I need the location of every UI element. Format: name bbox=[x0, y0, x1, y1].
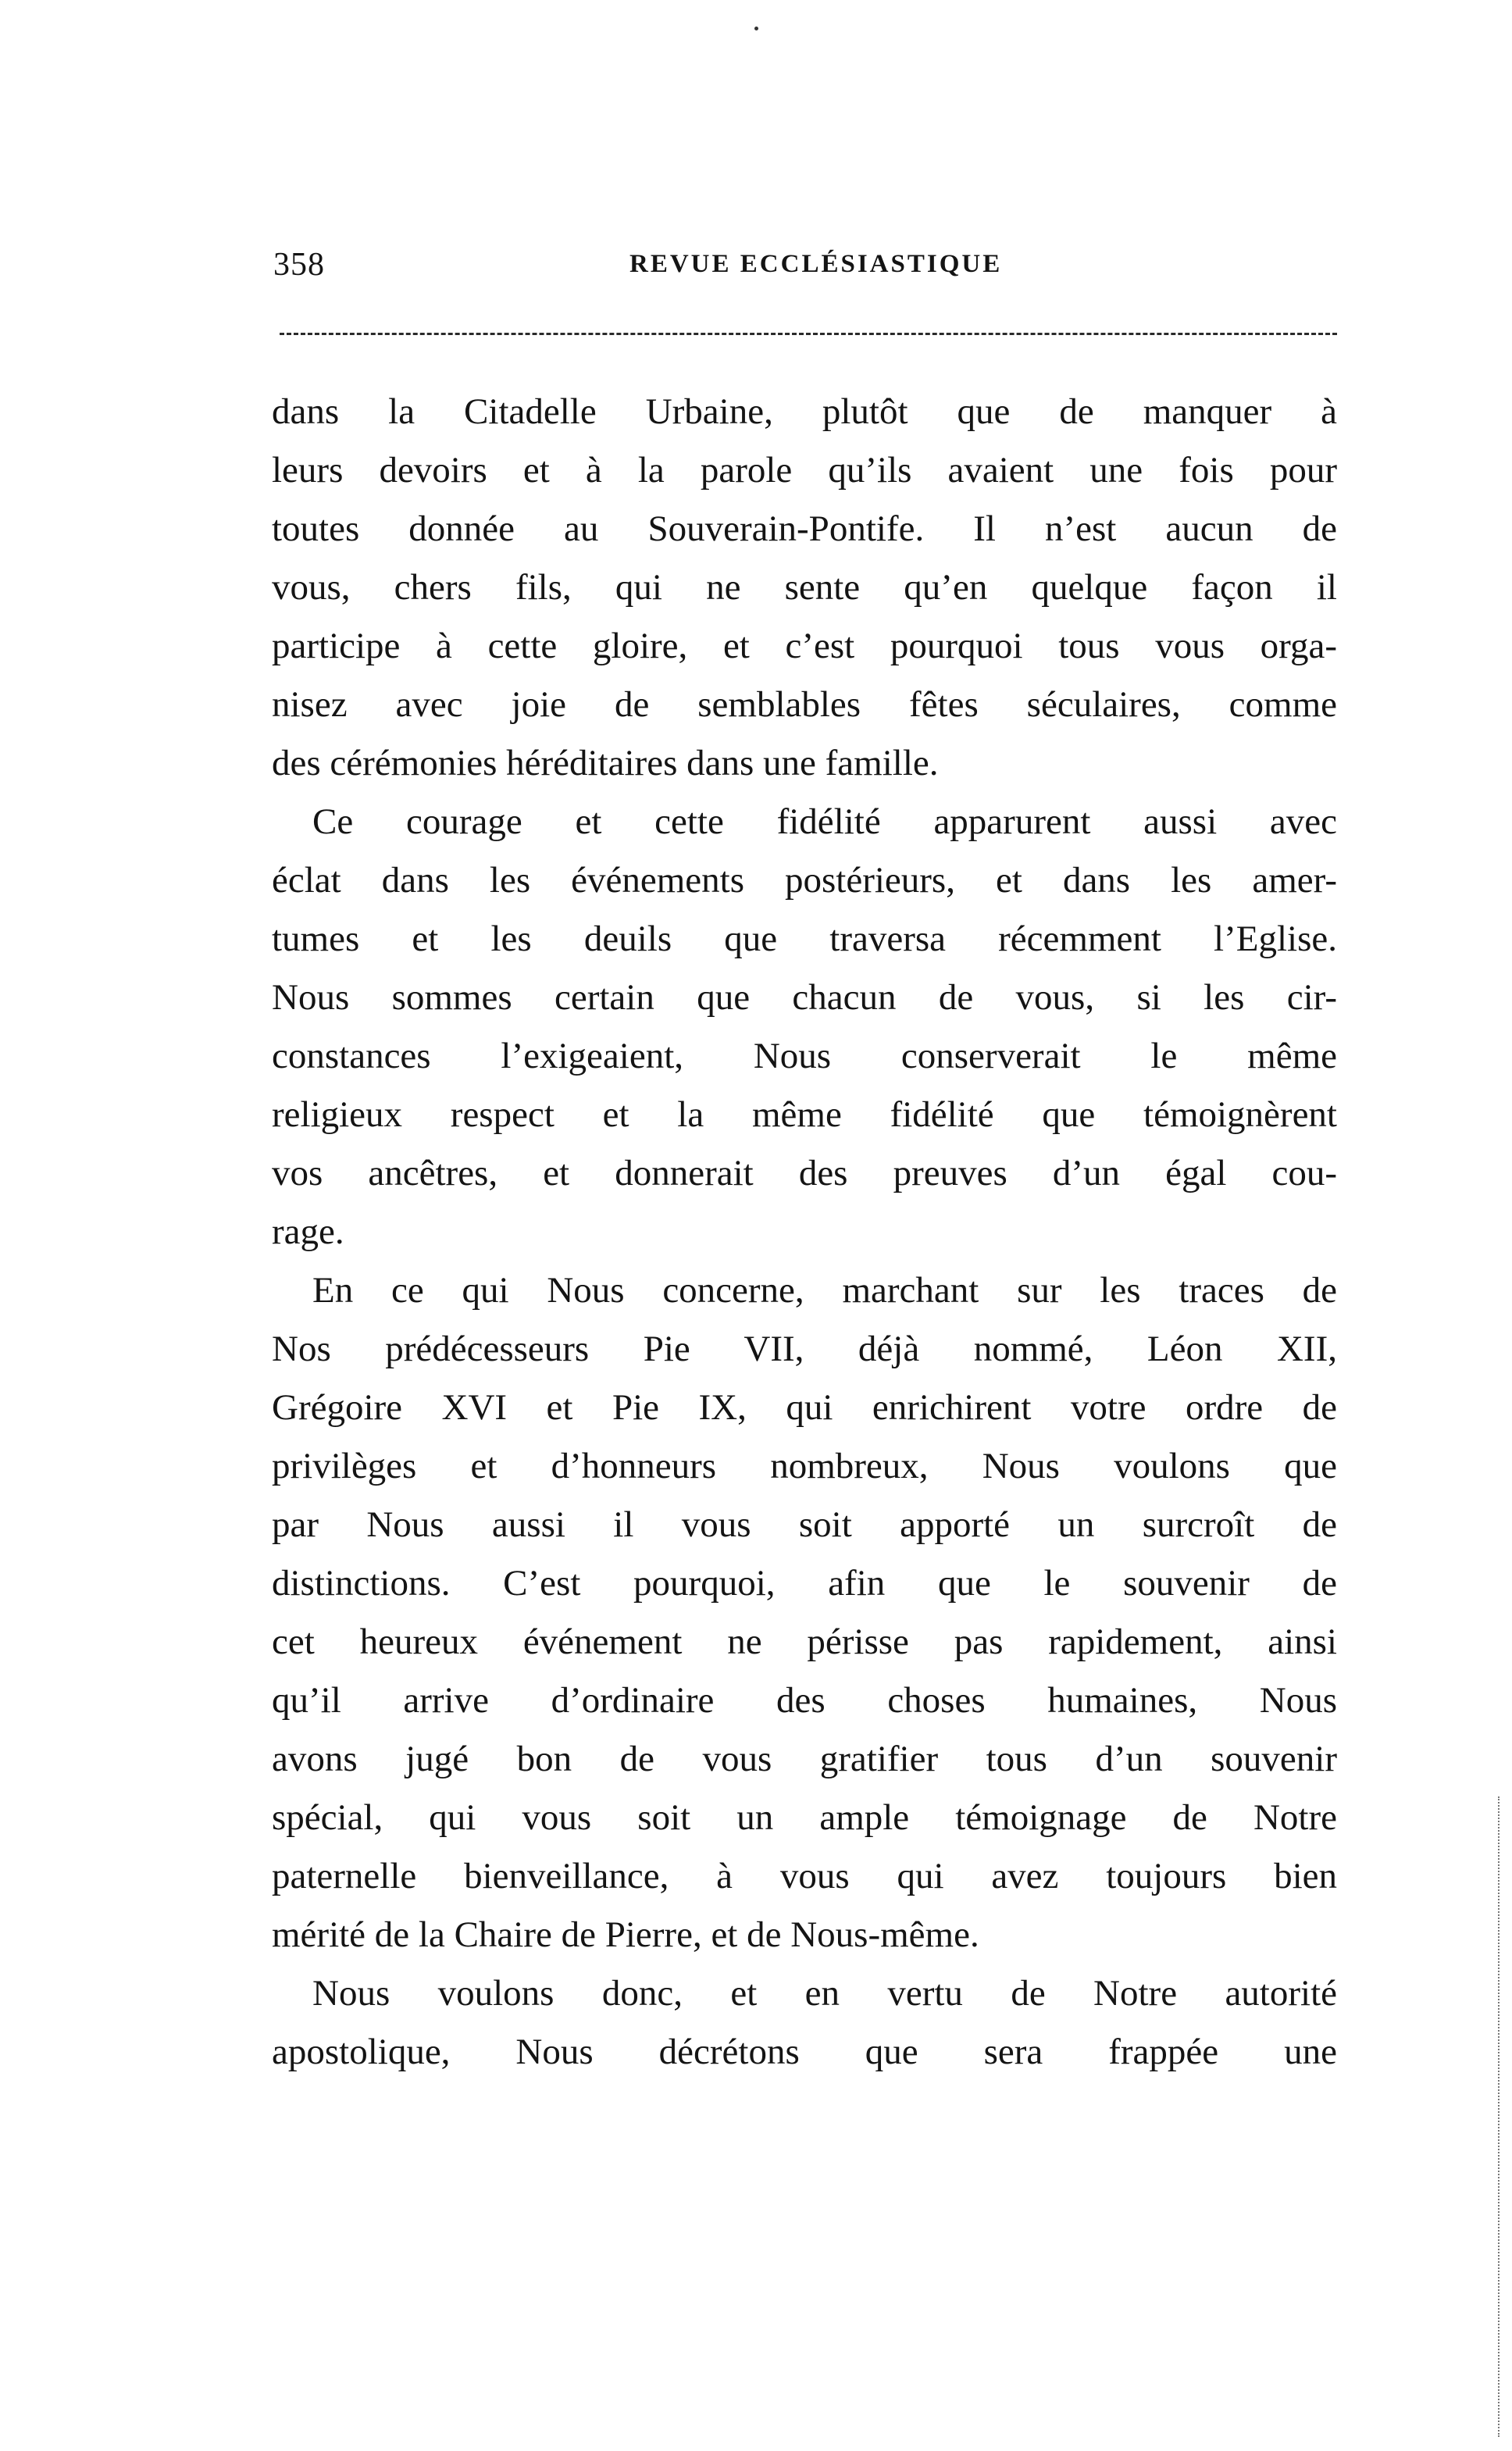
text-line: tumes et les deuils que traversa récemment l’Eglise. bbox=[272, 919, 1337, 959]
text-line: toutes donnée au Souverain-Pontife. Il n’est aucun de bbox=[272, 508, 1337, 549]
paragraph-start-line: Ce courage et cette fidélité apparurent aussi avec bbox=[312, 801, 1337, 842]
text-line: privilèges et d’honneurs nombreux, Nous voulons que bbox=[272, 1446, 1337, 1486]
running-title: REVUE ECCLÉSIASTIQUE bbox=[629, 250, 1003, 278]
running-head bbox=[273, 246, 1343, 293]
text-line: Nous sommes certain que chacun de vous, si les cir- bbox=[272, 977, 1337, 1018]
text-line: distinctions. C’est pourquoi, afin que le souvenir de bbox=[272, 1563, 1337, 1604]
paragraph-start-line: En ce qui Nous concerne, marchant sur les traces de bbox=[312, 1270, 1337, 1311]
text-line: mérité de la Chaire de Pierre, et de Nous-même. bbox=[272, 1914, 979, 1955]
text-line: dans la Citadelle Urbaine, plutôt que de manquer à bbox=[272, 391, 1337, 432]
body-text bbox=[272, 383, 1337, 2082]
text-line: par Nous aussi il vous soit apporté un surcroît de bbox=[272, 1504, 1337, 1545]
text-line: avons jugé bon de vous gratifier tous d’un souvenir bbox=[272, 1739, 1337, 1779]
text-line: cet heureux événement ne périsse pas rapidement, ainsi bbox=[272, 1622, 1337, 1662]
text-line: Grégoire XVI et Pie IX, qui enrichirent votre ordre de bbox=[272, 1387, 1337, 1428]
paragraph-start-line: Nous voulons donc, et en vertu de Notre autorité bbox=[312, 1973, 1337, 2014]
text-line: Nos prédécesseurs Pie VII, déjà nommé, Léon XII, bbox=[272, 1329, 1337, 1369]
text-line: qu’il arrive d’ordinaire des choses humaines, Nous bbox=[272, 1680, 1337, 1721]
header-rule bbox=[280, 333, 1337, 335]
page-number: 358 bbox=[273, 247, 325, 283]
text-line: nisez avec joie de semblables fêtes séculaires, comme bbox=[272, 684, 1337, 725]
text-line: vous, chers fils, qui ne sente qu’en quelque façon il bbox=[272, 567, 1337, 608]
ink-speck bbox=[754, 27, 758, 30]
text-line: éclat dans les événements postérieurs, et dans les amer- bbox=[272, 860, 1337, 901]
text-line: des cérémonies héréditaires dans une famille. bbox=[272, 743, 939, 783]
text-line: apostolique, Nous décrétons que sera frappée une bbox=[272, 2032, 1337, 2072]
text-line: leurs devoirs et à la parole qu’ils avaient une fois pour bbox=[272, 450, 1337, 491]
scan-edge-marks bbox=[1498, 1796, 1503, 2437]
text-line: constances l’exigeaient, Nous conserverait le même bbox=[272, 1036, 1337, 1076]
text-line: spécial, qui vous soit un ample témoignage de Notre bbox=[272, 1797, 1337, 1838]
text-line: participe à cette gloire, et c’est pourquoi tous vous orga- bbox=[272, 626, 1337, 666]
text-line: religieux respect et la même fidélité que témoignèrent bbox=[272, 1094, 1337, 1135]
text-line: paternelle bienveillance, à vous qui avez toujours bien bbox=[272, 1856, 1337, 1896]
text-line: vos ancêtres, et donnerait des preuves d’un égal cou- bbox=[272, 1153, 1337, 1193]
text-line: rage. bbox=[272, 1211, 344, 1252]
